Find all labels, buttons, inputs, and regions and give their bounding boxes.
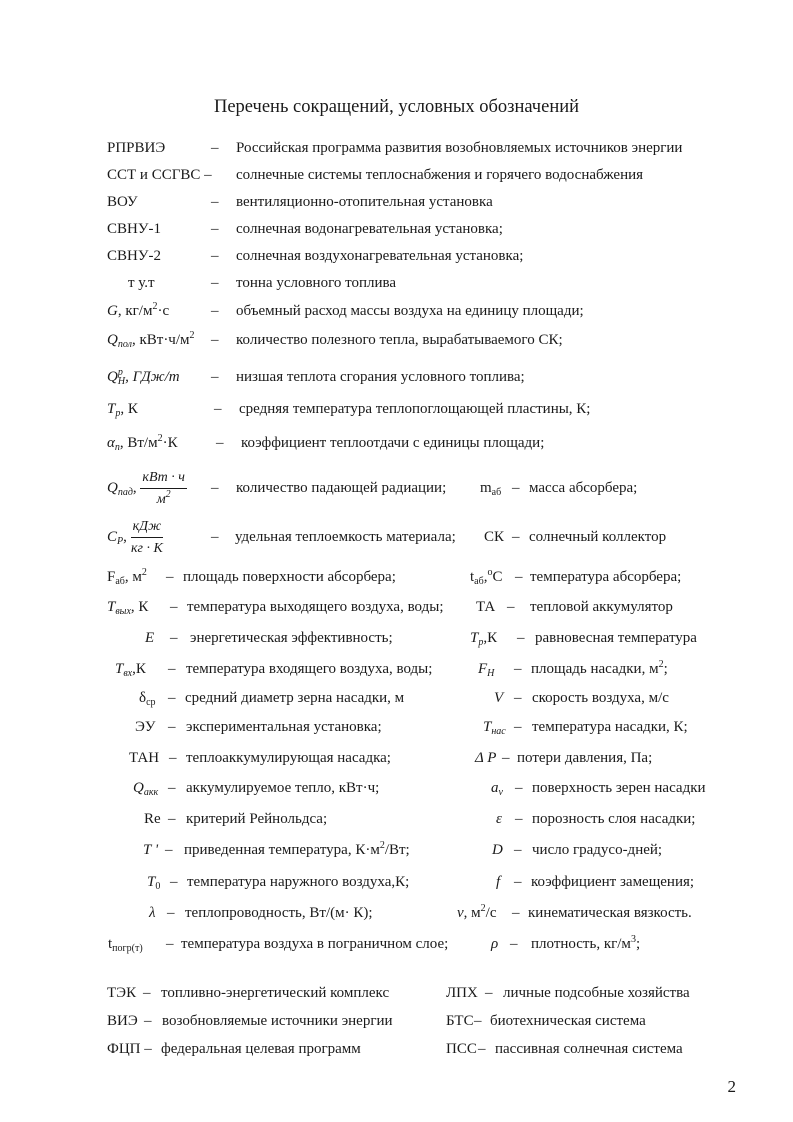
dash: – [143,985,151,1001]
symbol-definition: коэффициент замещения; [531,874,695,890]
dash: – [512,529,520,545]
dash: – [166,569,174,585]
abbr-definition: возобновляемые источники энергии [162,1013,393,1029]
dash: – [168,719,176,735]
dash: – [478,1041,486,1057]
symbol-definition: температура абсорбера; [530,569,682,585]
symbol-term: ρ [491,936,499,952]
symbol-term: T ' [143,842,159,858]
symbol-definition: солнечный коллектор [529,529,667,545]
symbol-term: Re [144,811,161,827]
abbr-definition: федеральная целевая программ [161,1041,361,1057]
dash: – [211,221,219,237]
dash: – [507,599,515,615]
symbol-term: $F_{аб}$, $м^2$ [107,567,147,587]
dash: – [211,369,219,385]
symbol-term: $m_{аб}$ [480,480,502,498]
dash: – [169,750,177,766]
symbol-term: $Q_{акк}$ [133,780,159,798]
symbol-term: $t_{погр(т)}$ [108,936,143,954]
dash: – [502,750,510,766]
symbol-term: $F_Н$ [478,661,495,679]
dash: – [211,140,219,156]
unit-fraction: $\frac{\text{кВт · ч}}{м^2}$ [142,469,185,507]
dash: – [512,480,520,496]
symbol-term: λ [149,905,156,921]
abbr-term: ССТ и ССГВС – [107,167,212,183]
dash: – [168,690,176,706]
symbol-definition: температура воздуха в пограничном слое; [181,936,449,952]
abbr-term: СВНУ-1 [107,221,161,237]
symbol-definition: приведенная температура, $К\cdot м^2/Вт$; [184,840,410,858]
dash: – [168,780,176,796]
symbol-term: $T_р$, К [107,401,138,419]
dash: – [166,936,174,952]
symbol-term: $T_0$ [147,874,161,892]
symbol-term: $T_{нас}$ [483,719,506,737]
symbol-term: D [492,842,503,858]
symbol-term: $T_{вых}$, К [107,599,149,617]
symbol-term: $Q^р_Н$, ГДж/т [107,367,180,387]
dash: – [214,401,222,417]
symbol-definition: количество полезного тепла, вырабатываемого СК; [236,332,563,348]
dash: – [474,1013,482,1029]
symbol-definition: температура входящего воздуха, воды; [186,661,433,677]
dash: – [485,985,493,1001]
symbol-definition: количество падающей радиации; [236,480,447,496]
symbol-term: ε [496,811,502,827]
abbr-term: ВОУ [107,194,138,210]
symbol-definition: равновесная температура [535,630,697,646]
page-number: 2 [727,1077,736,1096]
symbol-definition: теплоаккумулирующая насадка; [186,750,391,766]
abbr-definition: солнечная воздухонагревательная установка; [236,248,524,264]
dash: – [514,842,522,858]
symbol-term: V [494,690,504,706]
abbr-term: БТС [446,1013,474,1029]
symbol-term: E [145,630,155,646]
symbol-term: ЭУ [135,719,156,735]
symbol-definition: порозность слоя насадки; [532,811,696,827]
abbr-definition: пассивная солнечная система [495,1041,683,1057]
abbr-term: ТЭК [107,985,137,1001]
dash: – [515,811,523,827]
dash: – [211,529,219,545]
dash: – [211,332,219,348]
symbol-term: $\delta_{ср}$ [139,690,156,708]
symbol-definition: объемный расход массы воздуха на единицу площади; [236,303,584,319]
symbol-definition: плотность, $кг/м^3$; [531,934,641,952]
symbol-definition: площадь насадки, $м^2$; [531,659,668,677]
symbol-definition: коэффициент теплоотдачи с единицы площади; [241,435,545,451]
abbr-definition: топливно-энергетический комплекс [161,985,390,1001]
symbol-definition: число градусо-дней; [532,842,663,858]
abbr-term: т у.т [128,275,155,291]
dash: – [512,905,520,921]
symbol-definition: низшая теплота сгорания условного топлива; [236,369,525,385]
dash: – [515,569,523,585]
symbol-term: $Q_{пад}$, $\frac{\text{кВт · ч}}{м^2}$ [107,469,185,507]
dash: – [216,435,224,451]
abbr-definition: Российская программа развития возобновляемых источников энергии [236,140,683,156]
symbol-definition: скорость воздуха, м/с [532,690,669,706]
symbol-term: ТАН [129,750,160,766]
symbol-definition: температура выходящего воздуха, воды; [187,599,444,615]
dash: – [515,780,523,796]
abbr-definition: тонна условного топлива [236,275,397,291]
page-title: Перечень сокращений, условных обозначений [213,97,580,117]
symbol-term: f [496,874,501,890]
symbol-term: $\alpha_п$, $Вт/м^2\cdot К$ [107,433,178,453]
abbr-term: СВНУ-2 [107,248,161,264]
symbol-definition: удельная теплоемкость материала; [235,529,456,545]
dash: – [514,661,522,677]
symbol-definition: потери давления, Па; [517,750,653,766]
dash: – [517,630,525,646]
symbol-term: $C_Р$, $\frac{\text{кДж}}{кг \cdot К}$ [107,518,163,556]
abbr-definition: вентиляционно-отопительная установка [236,194,493,210]
dash: – [211,275,219,291]
symbol-term: СК [484,529,505,545]
dash: – [211,248,219,264]
symbol-term: $T_р,К$ [470,630,498,648]
symbol-definition: температура насадки, К; [532,719,688,735]
symbol-definition: кинематическая вязкость. [528,905,692,921]
symbol-definition: аккумулируемое тепло, кВт·ч; [186,780,380,796]
abbr-term: ФЦП – [107,1041,152,1057]
symbol-definition: экспериментальная установка; [186,719,382,735]
symbol-definition: средняя температура теплопоглощающей пластины, К; [239,401,591,417]
dash: – [170,874,178,890]
dash: – [170,630,178,646]
symbol-definition: площадь поверхности абсорбера; [183,569,396,585]
dash: – [514,874,522,890]
symbol-term: $Q_{пол}$, $кВт\cdot ч/м^2$ [107,330,195,350]
dash: – [211,303,219,319]
symbol-term: Δ P [475,750,497,766]
dash: – [514,690,522,706]
symbol-term: ТА [476,599,496,615]
symbol-definition: средний диаметр зерна насадки, м [185,690,405,706]
symbol-definition: энергетическая эффективность; [190,630,393,646]
symbol-term: ν, $м^2/с$ [457,903,497,921]
symbol-definition: поверхность зерен насадки [532,780,706,796]
dash: – [510,936,518,952]
dash: – [211,480,219,496]
abbr-definition: солнечные системы теплоснабжения и горячего водоснабжения [236,167,644,183]
abbr-term: РПРВИЭ [107,140,166,156]
abbr-term: ПСС [446,1041,477,1057]
symbol-term: G, $кг/м^2\cdot с$ [107,301,170,319]
abbr-term: ВИЭ [107,1013,138,1029]
abbr-definition: биотехническая система [490,1013,646,1029]
dash: – [170,599,178,615]
symbol-definition: тепловой аккумулятор [530,599,673,615]
dash: – [165,842,173,858]
abbr-definition: личные подсобные хозяйства [503,985,690,1001]
symbol-term: $T_{вх},К$ [115,661,146,679]
dash: – [211,194,219,210]
symbol-term: $a_\nu$ [491,780,503,798]
unit-fraction: $\frac{\text{кДж}}{кг \cdot К}$ [130,518,163,556]
abbr-term: ЛПХ [446,985,478,1001]
symbol-definition: критерий Рейнольдса; [186,811,328,827]
symbol-definition: масса абсорбера; [529,480,638,496]
dash: – [514,719,522,735]
dash: – [167,905,175,921]
dash: – [168,811,176,827]
dash: – [144,1013,152,1029]
dash: – [168,661,176,677]
symbol-definition: температура наружного воздуха,К; [187,874,410,890]
symbol-definition: теплопроводность, Вт/(м· К); [185,905,373,921]
abbr-definition: солнечная водонагревательная установка; [236,221,503,237]
symbol-term: $t_{аб},^оС$ [470,567,503,587]
